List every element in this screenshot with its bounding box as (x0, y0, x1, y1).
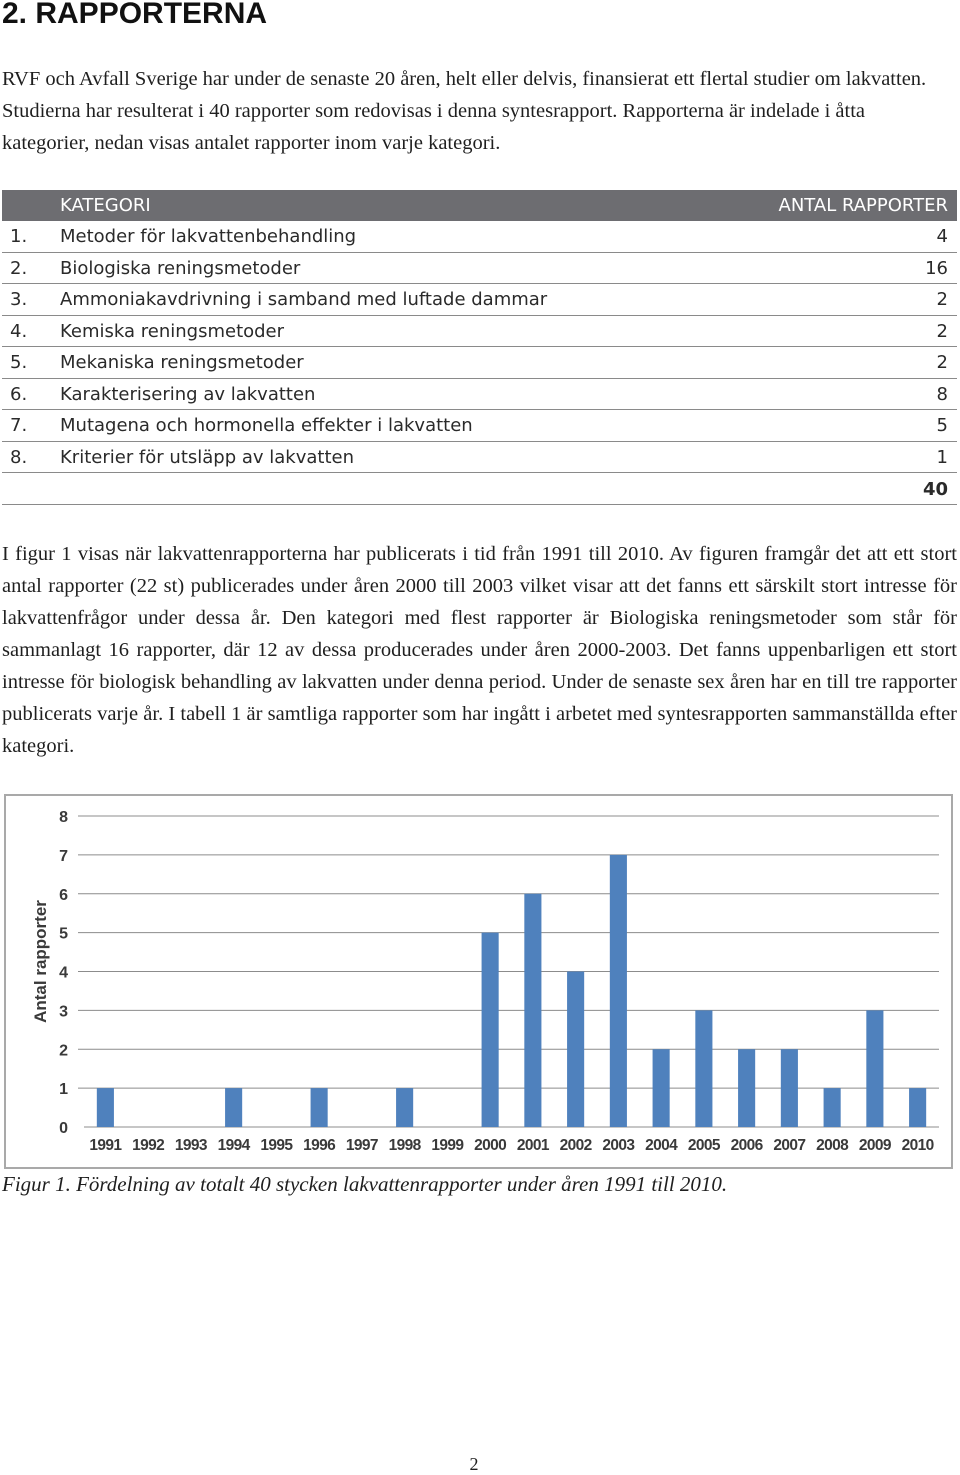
x-tick-label: 2007 (773, 1137, 806, 1154)
row-count: 1 (936, 446, 948, 468)
x-tick-label: 2004 (645, 1137, 678, 1154)
x-tick-label: 1991 (89, 1137, 122, 1154)
row-number: 7. (10, 415, 28, 436)
bar (824, 1088, 841, 1127)
table-total-row (2, 473, 957, 505)
y-tick-label: 5 (59, 925, 68, 943)
row-number: 2. (10, 257, 28, 279)
y-tick-label: 6 (59, 886, 68, 904)
row-number: 8. (10, 446, 28, 468)
row-count: 2 (936, 352, 948, 373)
row-category: Biologiska reningsmetoder (60, 257, 301, 279)
x-tick-label: 2009 (858, 1137, 891, 1154)
table-row (2, 410, 957, 442)
x-tick-label: 2003 (602, 1137, 635, 1154)
row-number: 1. (10, 226, 28, 247)
row-category: Metoder för lakvattenbehandling (60, 226, 357, 247)
row-count: 5 (936, 415, 948, 436)
bar (524, 894, 541, 1127)
section-heading: 2. RAPPORTERNA (2, 0, 268, 30)
x-tick-label: 2001 (516, 1137, 549, 1154)
total-count: 40 (922, 479, 948, 500)
row-count: 4 (936, 226, 948, 247)
bar (695, 1010, 712, 1127)
bar (610, 855, 627, 1127)
table-row (2, 253, 957, 285)
y-tick-label: 2 (59, 1042, 68, 1060)
table-header (2, 190, 957, 221)
x-tick-label: 2006 (730, 1137, 763, 1154)
intro-paragraph: RVF och Avfall Sverige har under de senaste 20 åren, helt eller delvis, finansierat ett flertal studier om lakvatten. Studierna har resulterat i 40 rapporter som redovisas i denna syntesrapport. Rapporterna är indelade i åtta kategorier, nedan visas antalet rapporter inom varje kategori. (2, 68, 927, 154)
row-category: Mekaniska reningsmetoder (60, 352, 304, 373)
y-tick-label: 3 (59, 1003, 68, 1021)
row-count: 2 (936, 289, 948, 310)
category-table (2, 190, 957, 505)
bar (781, 1049, 798, 1127)
row-category: Karakterisering av lakvatten (60, 383, 316, 405)
page-number: 2 (469, 1454, 479, 1474)
x-tick-label: 2002 (559, 1137, 592, 1154)
row-number: 5. (10, 352, 28, 373)
body-paragraph: I figur 1 visas när lakvattenrapporterna har publicerats i tid från 1991 till 2010. Av figuren framgår det att ett stort antal rapporter (22 st) publicerades under åren 2000 till 2003 vilket visar att det fanns ett särskilt stort intresse för lakvattenfrågor under dessa år. Den kategori med flest rapporter är Biologiska reningsmetoder som står för sammanlagt 16 rapporter, där 12 av dessa producerades under åren 2000-2003. Det fanns uppenbarligen ett stort intresse för biologisk behandling av lakvatten under denna period. Under de senaste sex åren har en till tre rapporter publicerats varje år. I tabell 1 är samtliga rapporter som har ingått i arbetet med syntesrapporten sammanställda efter kategori. (2, 543, 957, 757)
bar (653, 1049, 670, 1127)
row-category: Kriterier för utsläpp av lakvatten (60, 446, 354, 468)
x-tick-label: 2005 (687, 1137, 720, 1154)
row-count: 8 (936, 383, 948, 405)
y-tick-label: 8 (59, 809, 68, 826)
y-tick-label: 1 (59, 1081, 68, 1099)
figure-caption: Figur 1. Fördelning av totalt 40 stycken lakvattenrapporter under åren 1991 till 2010. (2, 1172, 728, 1196)
x-tick-label: 1993 (174, 1137, 207, 1154)
y-tick-label: 0 (59, 1120, 68, 1137)
bar (225, 1088, 242, 1127)
x-tick-label: 1997 (345, 1137, 378, 1154)
bar (396, 1088, 413, 1127)
row-category: Mutagena och hormonella effekter i lakvatten (60, 415, 473, 436)
bar (482, 933, 499, 1127)
bar (738, 1049, 755, 1127)
row-category: Ammoniakavdrivning i samband med luftade dammar (60, 289, 548, 310)
x-tick-label: 1999 (431, 1137, 464, 1154)
row-count: 16 (925, 257, 948, 279)
row-count: 2 (936, 320, 948, 342)
table-row (2, 284, 957, 316)
x-tick-label: 2000 (474, 1137, 507, 1154)
table-row (2, 221, 957, 253)
bar (909, 1088, 926, 1127)
x-tick-label: 1996 (303, 1137, 336, 1154)
x-tick-label: 1995 (260, 1137, 293, 1154)
y-tick-label: 4 (59, 964, 68, 982)
chart-canvas (6, 796, 951, 1167)
x-tick-label: 2010 (901, 1137, 934, 1154)
row-category: Kemiska reningsmetoder (60, 320, 285, 342)
x-tick-label: 1998 (388, 1137, 421, 1154)
bar (567, 972, 584, 1128)
bar (311, 1088, 328, 1127)
table-row (2, 379, 957, 411)
row-number: 4. (10, 320, 28, 342)
table-row (2, 316, 957, 348)
x-tick-label: 1994 (217, 1137, 250, 1154)
table-row (2, 442, 957, 474)
y-axis-label: Antal rapporter (31, 900, 50, 1023)
y-tick-label: 7 (59, 847, 68, 865)
bar (866, 1010, 883, 1127)
row-number: 6. (10, 383, 28, 405)
header-category: KATEGORI (60, 195, 151, 216)
bar-chart (4, 794, 953, 1169)
row-number: 3. (10, 289, 28, 310)
x-tick-label: 2008 (816, 1137, 849, 1154)
table-row (2, 347, 957, 379)
bar (97, 1088, 114, 1127)
header-count: ANTAL RAPPORTER (778, 195, 948, 216)
x-tick-label: 1992 (132, 1137, 165, 1154)
